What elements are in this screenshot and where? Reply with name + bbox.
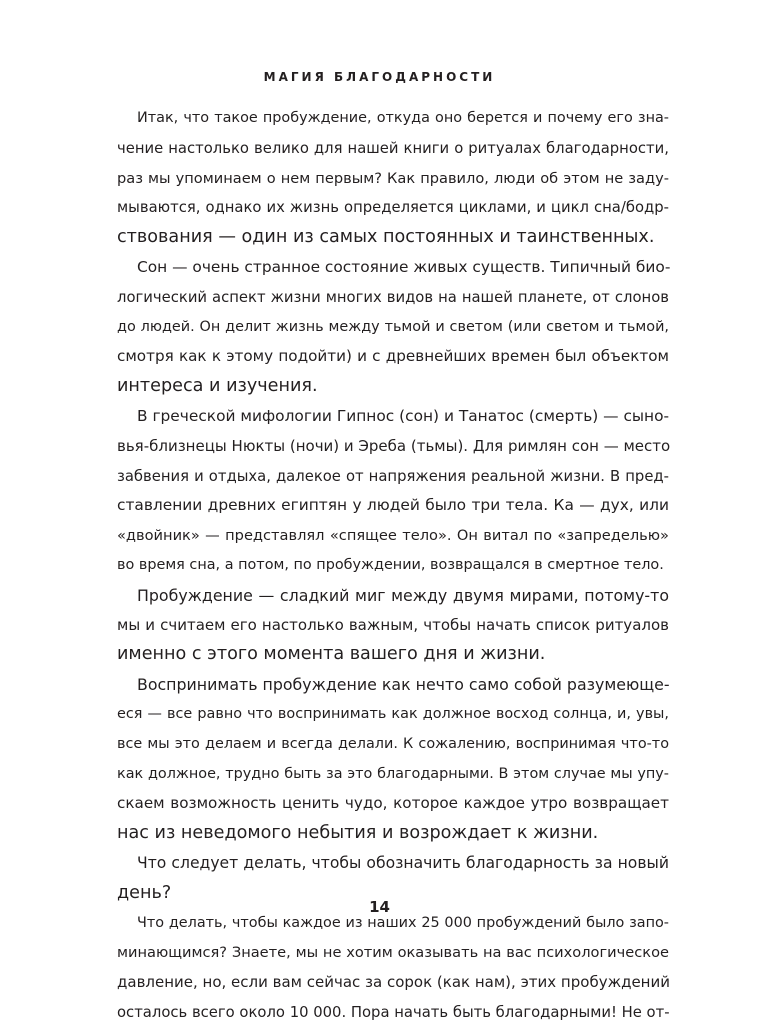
text-line: до людей. Он делит жизнь между тьмой и светом (или светом и тьмой, — [117, 318, 669, 335]
body-text — [117, 104, 669, 1028]
text-line: Итак, что такое пробуждение, откуда оно берется и почему его зна- — [137, 110, 669, 126]
text-line: нас из неведомого небытия и возрождает к жизни. — [117, 823, 599, 844]
text-line: мываются, однако их жизнь определяется циклами, и цикл сна/бодр- — [117, 199, 669, 217]
text-line: именно с этого момента вашего дня и жизни. — [117, 644, 546, 665]
text-line: день? — [117, 882, 172, 903]
text-line: Что следует делать, чтобы обозначить благодарность за новый — [137, 853, 669, 872]
text-line: смотря как к этому подойти) и с древнейших времен был объектом — [117, 347, 669, 366]
text-line: ствования — один из самых постоянных и таинственных. — [117, 227, 655, 248]
text-line: Пробуждение — сладкий миг между двумя мирами, потому-то — [137, 585, 669, 605]
text-line: раз мы упоминаем о нем первым? Как правило, люди об этом не заду- — [117, 169, 669, 187]
paragraph — [117, 104, 669, 253]
text-line: мы и считаем его настолько важным, чтобы начать список ритуалов — [117, 615, 669, 634]
text-line: забвения и отдыха, далекое от напряжения реальной жизни. В пред- — [117, 467, 669, 485]
paragraph — [117, 402, 669, 581]
running-head: МАГИЯ БЛАГОДАРНОСТИ — [263, 70, 496, 84]
text-line: логический аспект жизни многих видов на нашей планете, от слонов — [117, 288, 669, 306]
page-number: 14 — [369, 898, 390, 916]
text-line: давление, но, если вам сейчас за сорок (как нам), этих пробуждений — [117, 973, 670, 992]
text-line: минающимся? Знаете, мы не хотим оказывать на вас психологическое — [117, 944, 669, 962]
text-line: интереса и изучения. — [117, 376, 318, 397]
paragraph — [117, 253, 669, 402]
text-line: все мы это делаем и всегда делали. К сожалению, воспринимая что-то — [117, 735, 669, 752]
text-line: ставлении древних египтян у людей было три тела. Ка — дух, или — [117, 496, 669, 515]
text-line: скаем возможность ценить чудо, которое каждое утро возвращает — [117, 794, 669, 813]
text-line: во время сна, а потом, по пробуждении, возвращался в смертное тело. — [117, 556, 664, 573]
text-line: осталось всего около 10 000. Пора начать быть благодарными! Не от- — [117, 1003, 670, 1021]
text-line: «двойник» — представлял «спящее тело». Он витал по «запределью» — [117, 527, 669, 545]
text-line: чение настолько велико для нашей книги о ритуалах благодарности, — [117, 139, 669, 157]
paragraph — [117, 581, 669, 670]
text-line: вья-близнецы Нюкты (ночи) и Эреба (тьмы). Для римлян сон — место — [117, 436, 671, 455]
text-line: Воспринимать пробуждение как нечто само собой разумеюще- — [137, 675, 670, 695]
text-line: еся — все равно что воспринимать как должное восход солнца, и, увы, — [117, 705, 669, 722]
text-line: В греческой мифологии Гипнос (сон) и Танатос (смерть) — сыно- — [137, 406, 670, 425]
text-line: как должное, трудно быть за это благодарными. В этом случае мы упу- — [117, 765, 669, 782]
paragraph — [117, 670, 669, 849]
text-line: Сон — очень странное состояние живых существ. Типичный био- — [137, 257, 671, 276]
paragraph — [117, 909, 669, 1028]
text-line: Что делать, чтобы каждое из наших 25 000 пробуждений было запо- — [137, 914, 669, 931]
